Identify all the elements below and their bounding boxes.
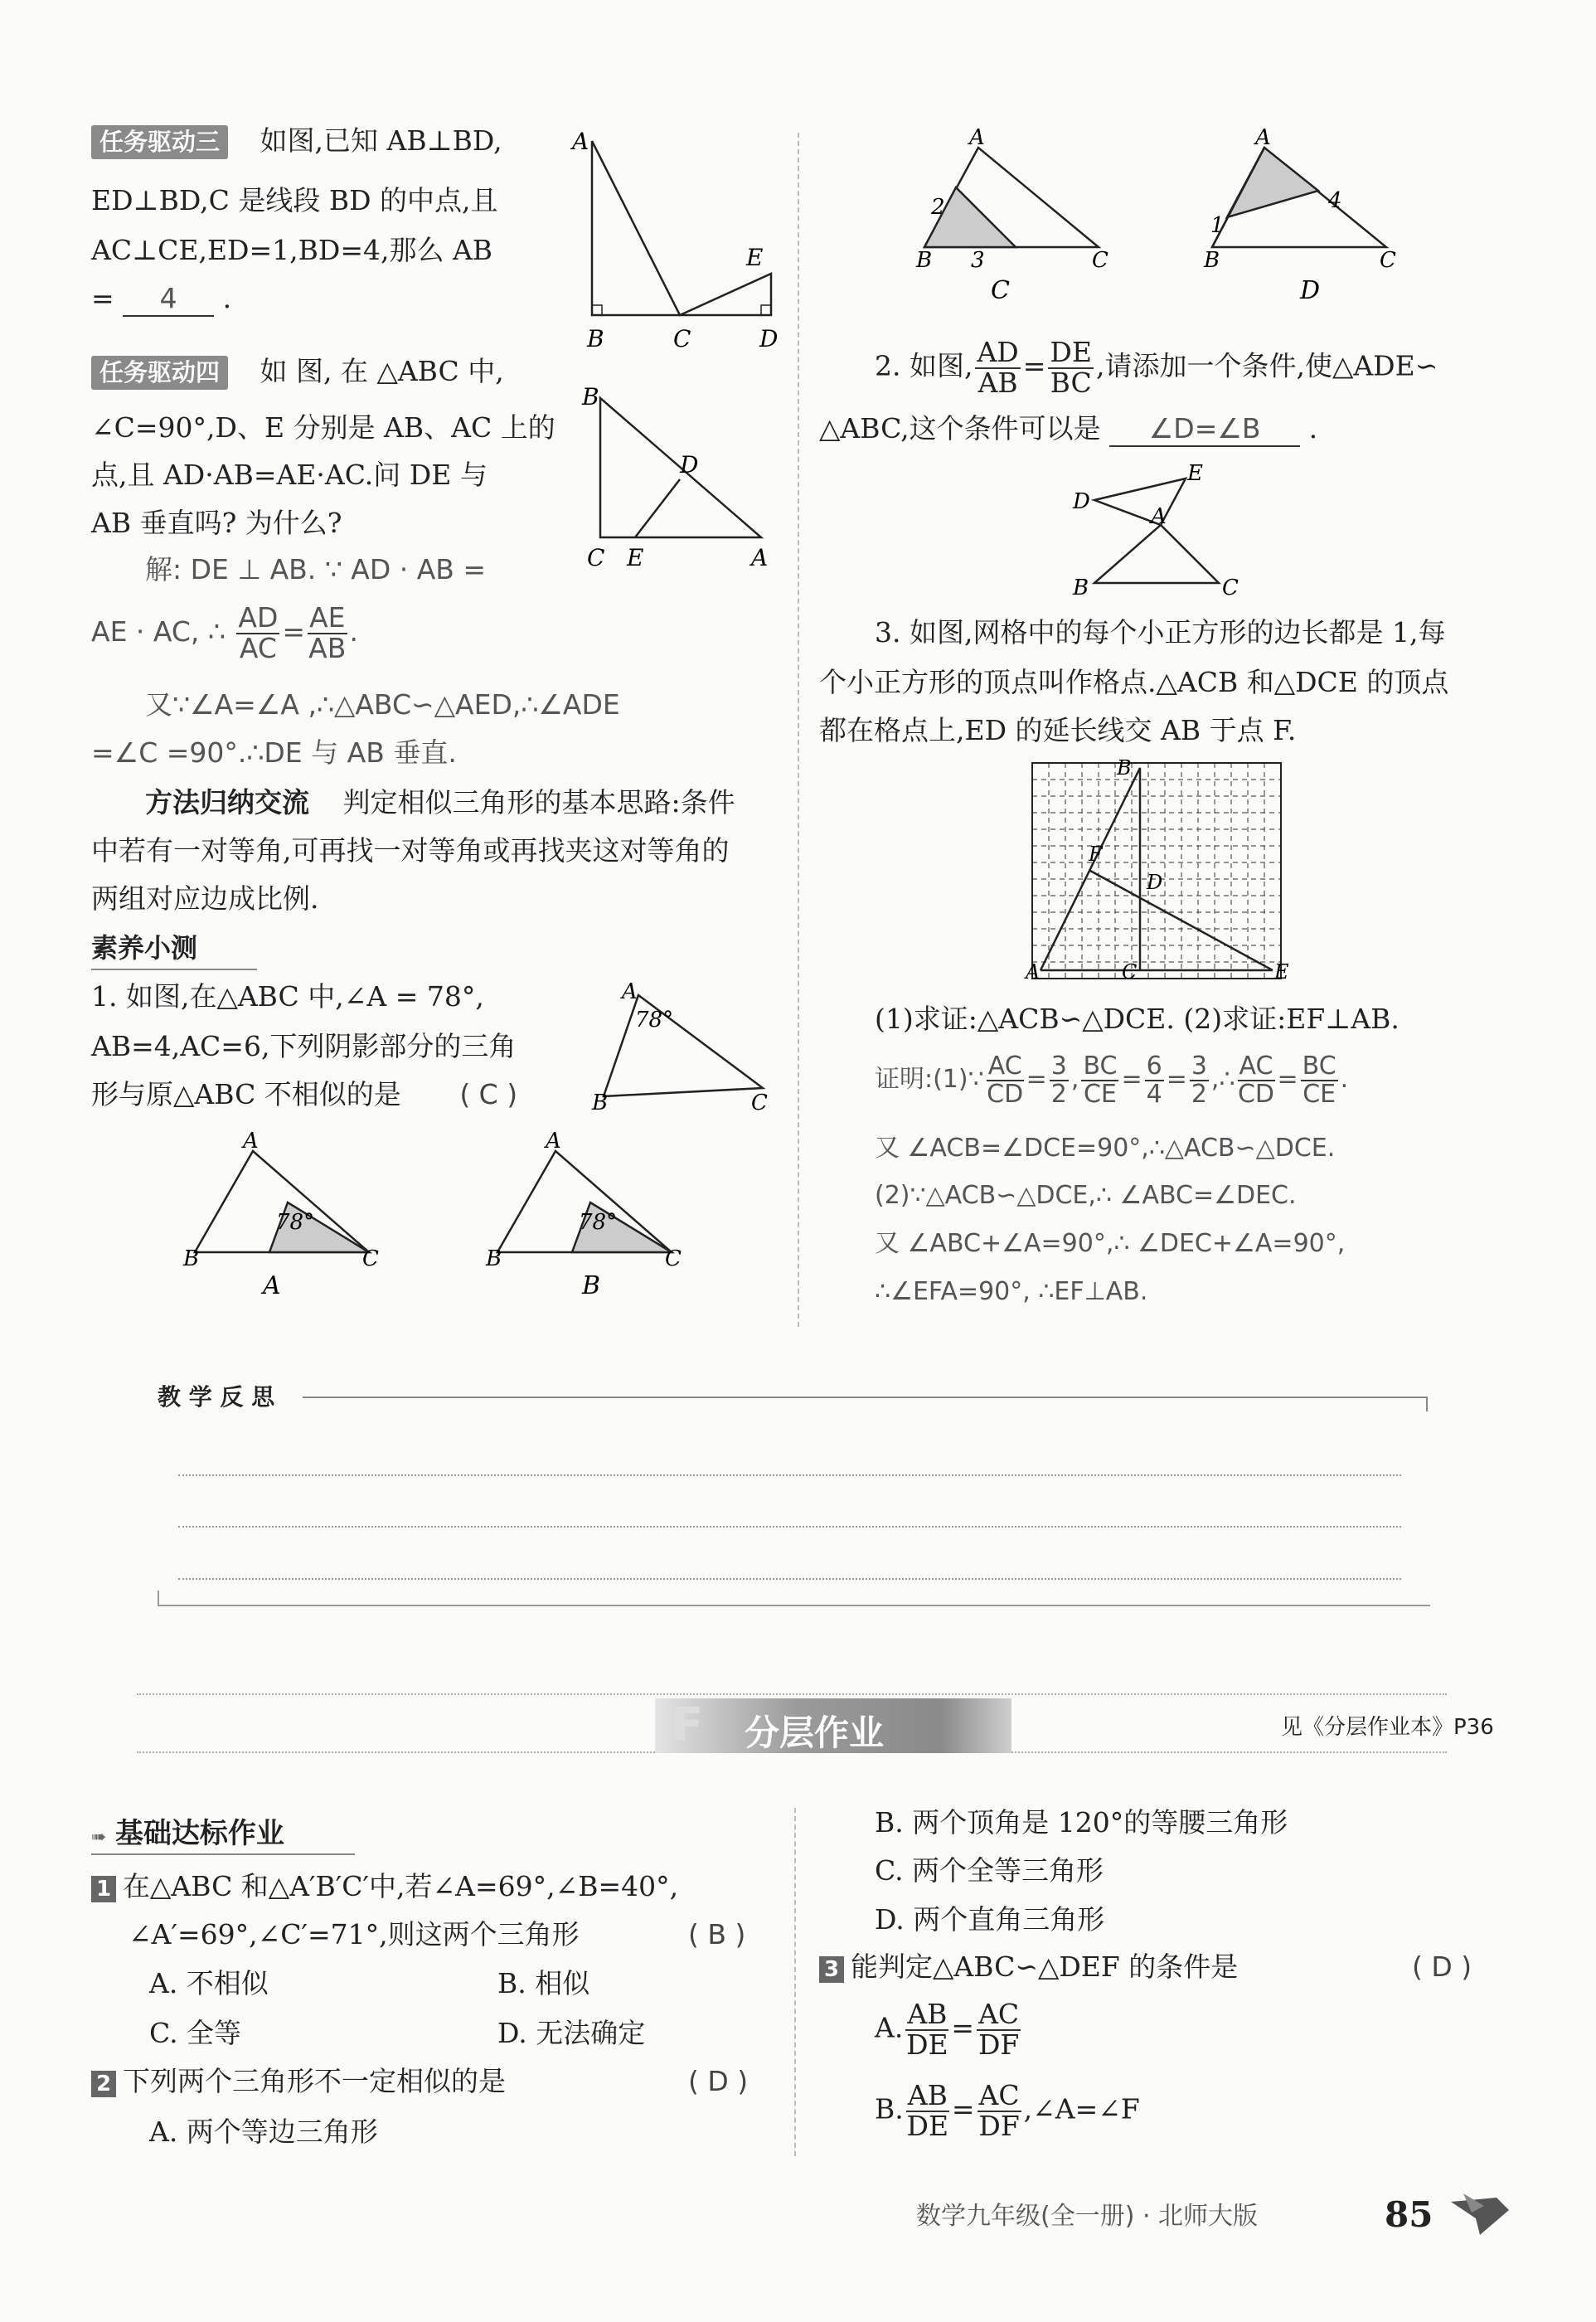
svg-text:B: B — [183, 1246, 200, 1271]
q3-proof4: 又 ∠ABC+∠A=90°,∴ ∠DEC+∠A=90°, — [875, 1229, 1346, 1258]
quiz-q1-answer: ( C ) — [459, 1078, 518, 1110]
label-D: D — [759, 325, 779, 352]
basic-header: ➠ 基础达标作业 — [91, 1810, 355, 1855]
q3-proof3: (2)∵△ACB∽△DCE,∴ ∠ABC=∠DEC. — [875, 1181, 1297, 1210]
svg-text:A: A — [969, 125, 985, 150]
label-A: A — [572, 128, 589, 155]
svg-text:C: C — [665, 1246, 682, 1271]
quiz-q1-line3: 形与原△ABC 不相似的是 ( C ) — [91, 1078, 518, 1110]
task4-line1: 任务驱动四 如 图, 在 △ABC 中, — [91, 355, 504, 390]
homework-ref: 见《分层作业本》P36 — [1281, 1715, 1494, 1740]
svg-text:C: C — [1222, 576, 1239, 600]
hw-q2-line1: 2 下列两个三角形不一定相似的是 ( D ) — [91, 2065, 506, 2098]
svg-text:4: 4 — [1328, 188, 1342, 213]
hw-q2-answer: ( D ) — [688, 2065, 749, 2097]
hw-q3-number: 3 — [819, 1956, 844, 1983]
quiz-option-c-figure — [900, 124, 1115, 315]
svg-text:B: B — [1073, 576, 1089, 600]
hw-q2-optB: B. 两个顶角是 120°的等腰三角形 — [875, 1806, 1288, 1839]
svg-text:D: D — [1147, 871, 1163, 894]
task4-figure — [580, 381, 779, 572]
svg-text:A: A — [546, 1129, 561, 1154]
svg-text:78°: 78° — [276, 1210, 315, 1235]
svg-text:78°: 78° — [635, 1008, 674, 1032]
hw-q3-line1: 3 能判定△ABC∽△DEF 的条件是 ( D ) — [819, 1950, 1238, 1984]
label-E: E — [746, 244, 764, 271]
quiz-option-a-figure — [178, 1128, 394, 1327]
svg-text:B: B — [1117, 756, 1132, 780]
svg-text:78°: 78° — [579, 1210, 618, 1235]
svg-text:A: A — [243, 1129, 259, 1154]
svg-text:E: E — [1274, 960, 1289, 984]
task4-line2: ∠C=90°,D、E 分别是 AB、AC 上的 — [91, 411, 555, 444]
quiz-option-d-figure — [1194, 124, 1409, 315]
svg-text:A: A — [622, 979, 638, 1004]
q2-figure — [1061, 460, 1260, 601]
task3-tag: 任务驱动三 — [91, 125, 228, 159]
svg-text:B: B — [1204, 248, 1220, 273]
svg-text:B: B — [486, 1246, 502, 1271]
task4-line3: 点,且 AD·AB=AE·AC.问 DE 与 — [91, 459, 488, 491]
svg-text:A: A — [751, 544, 769, 571]
task3-text1: 如图,已知 AB⊥BD, — [260, 124, 502, 157]
svg-text:E: E — [1187, 461, 1203, 486]
label-B: B — [587, 325, 604, 352]
reflection-line-1 — [178, 1474, 1401, 1476]
hw-q3-answer: ( D ) — [1412, 1950, 1472, 1983]
svg-text:C: C — [362, 1246, 379, 1271]
task4-sol3: 又∵∠A=∠A ,∴△ABC∽△AED,∴∠ADE — [145, 688, 620, 721]
task3-line1 — [91, 124, 502, 159]
svg-text:A: A — [1151, 504, 1167, 529]
hw-q1-answer: ( B ) — [688, 1918, 746, 1950]
hw-q2-optC: C. 两个全等三角形 — [875, 1854, 1104, 1887]
task4-tag: 任务驱动四 — [91, 356, 228, 390]
svg-text:F: F — [1089, 843, 1103, 866]
reflection-rule-tick-left — [158, 1591, 159, 1605]
q3-grid-figure — [1024, 755, 1306, 995]
task4-line4: AB 垂直吗? 为什么? — [91, 507, 342, 539]
svg-text:C: C — [1380, 248, 1396, 273]
method-line1: 方法归纳交流 判定相似三角形的基本思路:条件 — [145, 786, 735, 819]
svg-text:B: B — [582, 383, 599, 410]
svg-text:C: C — [1122, 960, 1138, 984]
hw-q1-line2: ∠A′=69°,∠C′=71°,则这两个三角形 ( B ) — [129, 1918, 746, 1950]
label-C: C — [673, 325, 691, 352]
q3-line4: (1)求证:△ACB∽△DCE. (2)求证:EF⊥AB. — [875, 1003, 1400, 1035]
q3-line3: 都在格点上,ED 的延长线交 AB 于点 F. — [819, 714, 1297, 746]
task3-line3: AC⊥CE,ED=1,BD=4,那么 AB — [91, 234, 493, 266]
hw-q1-optC: C. 全等 — [149, 2017, 242, 2049]
q2-answer: ∠D=∠B — [1109, 412, 1300, 447]
q2-line2: △ABC,这个条件可以是 ∠D=∠B . — [819, 412, 1317, 447]
task4-sol1: 解: DE ⊥ AB. ∵ AD · AB = — [145, 553, 487, 585]
svg-text:2: 2 — [931, 195, 945, 220]
hw-q3-optA: A. $\frac{AB}{DE}$ = $\frac{AC}{DF}$ — [875, 1998, 1020, 2061]
q3-proof2: 又 ∠ACB=∠DCE=90°,∴△ACB∽△DCE. — [875, 1134, 1336, 1163]
svg-text:C: C — [751, 1091, 768, 1111]
svg-text:D: D — [680, 451, 699, 478]
task3-answer: 4 — [123, 282, 214, 317]
task4-sol4: =∠C =90°.∴DE 与 AB 垂直. — [91, 736, 457, 769]
q3-proof1: 证明:(1)∵ $\frac{AC}{CD}$ = $\frac{3}{2}$ , $\frac{BC}{CE}$ = $\frac{6}{4}$ = $\frac{3}{2}$ ,∴ $\frac{AC}{CD}$ = $\frac{BC}{CE}$ . — [875, 1052, 1349, 1109]
reflection-title: 教 学 反 思 — [158, 1383, 275, 1411]
option-d-label: D — [1300, 276, 1321, 305]
column-divider — [798, 133, 799, 1327]
hw-q3-optB: B. $\frac{AB}{DE}$ = $\frac{AC}{DF}$ ,∠A=∠F — [875, 2079, 1140, 2142]
svg-text:A: A — [1026, 960, 1041, 984]
hw-q1-optB: B. 相似 — [497, 1967, 590, 1999]
quiz-q1-line1: 1. 如图,在△ABC 中,∠A = 78°, — [91, 980, 484, 1013]
q3-proof5: ∴∠EFA=90°, ∴EF⊥AB. — [875, 1277, 1148, 1306]
hw-q2-optA: A. 两个等边三角形 — [149, 2116, 378, 2148]
hw-q1-optD: D. 无法确定 — [497, 2017, 646, 2049]
quiz-q1-line2: AB=4,AC=6,下列阴影部分的三角 — [91, 1030, 517, 1062]
option-a-label: A — [263, 1271, 281, 1300]
task4-sol2: AE · AC, ∴ $\frac{AD}{AC}$ = $\frac{AE}{AB}$ . — [91, 601, 358, 664]
hw-q1-number: 1 — [91, 1876, 116, 1902]
method-title: 方法归纳交流 — [145, 786, 309, 819]
reflection-line-2 — [178, 1526, 1401, 1528]
q3-line2: 个小正方形的顶点叫作格点.△ACB 和△DCE 的顶点 — [819, 666, 1449, 698]
task3-figure — [564, 124, 788, 357]
svg-text:A: A — [1255, 125, 1271, 150]
svg-text:C: C — [1092, 248, 1108, 273]
task3-line2: ED⊥BD,C 是线段 BD 的中点,且 — [91, 184, 498, 216]
homework-banner: 分层作业 F — [655, 1698, 1011, 1753]
reflection-rule-tick — [1426, 1397, 1428, 1411]
banner-rule-top — [137, 1693, 1447, 1695]
svg-text:1: 1 — [1210, 213, 1225, 238]
svg-text:B: B — [916, 248, 933, 273]
reflection-rule-top — [303, 1397, 1426, 1398]
hw-q1-optA: A. 不相似 — [149, 1967, 269, 1999]
hw-q1-line1: 1 在△ABC 和△A′B′C′中,若∠A=69°,∠B=40°, — [91, 1870, 678, 1903]
homework-divider — [794, 1808, 796, 2156]
hw-q2-number: 2 — [91, 2071, 116, 2097]
svg-text:B: B — [592, 1091, 609, 1111]
hw-q2-optD: D. 两个直角三角形 — [875, 1903, 1105, 1936]
quiz-option-b-figure — [481, 1128, 696, 1327]
reflection-line-3 — [178, 1578, 1401, 1580]
svg-text:E: E — [627, 544, 644, 571]
footer-bird-icon — [1447, 2189, 1513, 2239]
svg-text:D: D — [1073, 489, 1090, 514]
q2-line1: 2. 如图, $\frac{AD}{AB}$ = $\frac{DE}{BC}$ ,请添加一个条件,使△ADE∽ — [875, 336, 1438, 399]
footer-page-number: 85 — [1385, 2194, 1433, 2235]
reflection-rule-bottom — [158, 1605, 1430, 1606]
footer-book: 数学九年级(全一册) · 北师大版 — [916, 2202, 1259, 2231]
svg-text:3: 3 — [971, 248, 985, 273]
svg-text:C: C — [587, 544, 605, 571]
quiz-header: 素养小测 — [91, 927, 257, 970]
banner-title: 分层作业 — [745, 1712, 885, 1753]
quiz-main-figure — [580, 979, 779, 1111]
option-b-label: B — [582, 1271, 601, 1300]
method-line3: 两组对应边成比例. — [91, 882, 319, 915]
q3-line1: 3. 如图,网格中的每个小正方形的边长都是 1,每 — [875, 616, 1446, 649]
method-line2: 中若有一对等角,可再找一对等角或再找夹这对等角的 — [91, 834, 730, 867]
task3-line4: = 4 . — [91, 282, 231, 317]
option-c-label: C — [991, 276, 1010, 305]
